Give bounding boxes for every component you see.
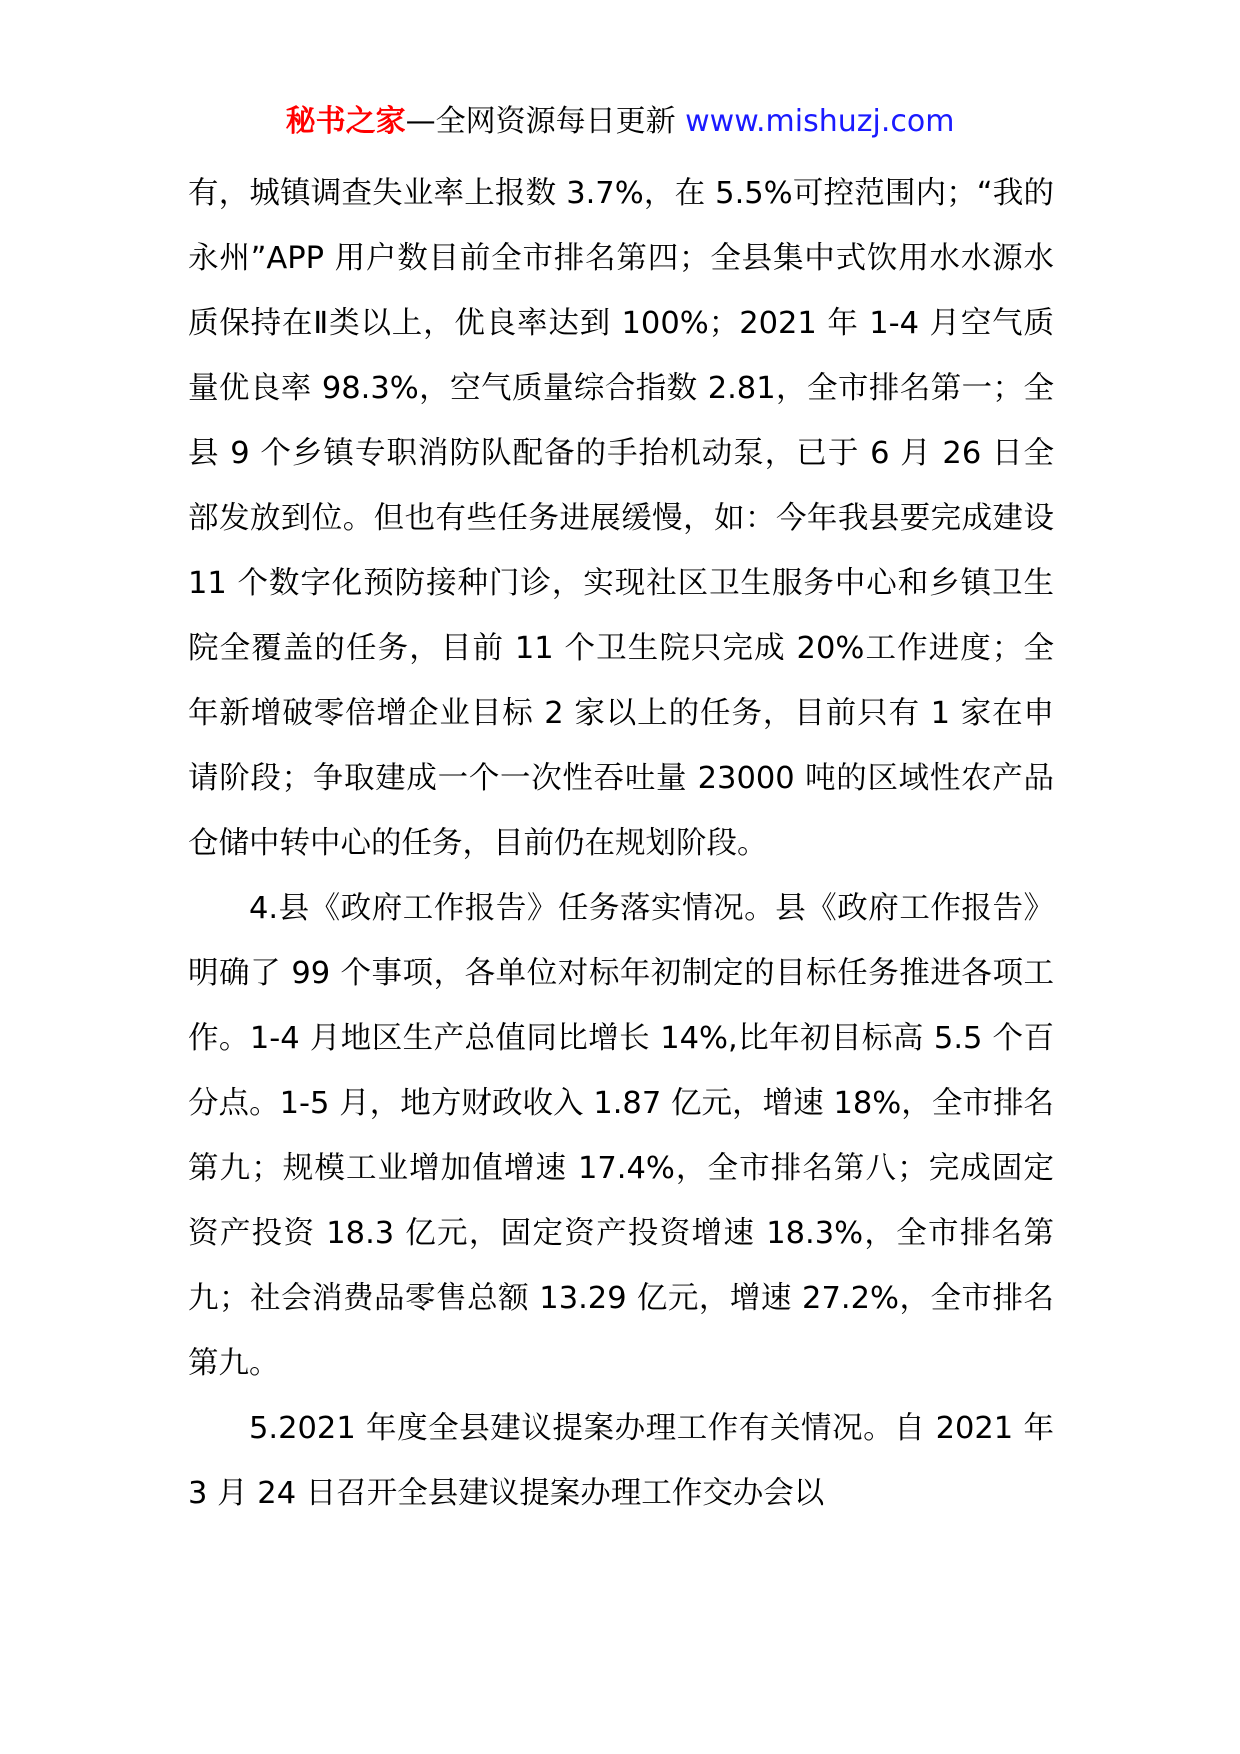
brand-name: 秘书之家	[285, 104, 406, 139]
paragraph-section-4: 4.县《政府工作报告》任务落实情况。县《政府工作报告》明确了 99 个事项，各单位对标年初制定的目标任务推进各项工作。1-4 月地区生产总值同比增长 14%,比年初目标高 5.5 个百分点。1-5 月，地方财政收入 1.87 亿元，增速 18%，全市排名第九；规模工业增加值增速 17.4%，全市排名第八；完成固定资产投资 18.3 亿元，固定资产投资增速 18.3%，全市排名第九；社会消费品零售总额 13.29 亿元，增速 27.2%，全市排名第九。	[188, 891, 1054, 1381]
paragraph-section-5: 5.2021 年度全县建议提案办理工作有关情况。自 2021 年 3 月 24 日召开全县建议提案办理工作交办会以	[188, 1411, 1054, 1511]
paragraph-continuation: 有，城镇调查失业率上报数 3.7%，在 5.5%可控范围内；“我的永州”APP 用户数目前全市排名第四；全县集中式饮用水水源水质保持在Ⅱ类以上，优良率达到 100%；2021 年 1-4 月空气质量优良率 98.3%，空气质量综合指数 2.81，全市排名第一；全县 9 个乡镇专职消防队配备的手抬机动泵，已于 6 月 26 日全部发放到位。但也有些任务进展缓慢，如：今年我县要完成建设 11 个数字化预防接种门诊，实现社区卫生服务中心和乡镇卫生院全覆盖的任务，目前 11 个卫生院只完成 20%工作进度；全年新增破零倍增企业目标 2 家以上的任务，目前只有 1 家在申请阶段；争取建成一个一次性吞吐量 23000 吨的区域性农产品仓储中转中心的任务，目前仍在规划阶段。	[188, 176, 1054, 861]
website-link[interactable]: www.mishuzj.com	[685, 104, 955, 139]
page-header	[0, 100, 1240, 144]
document-body	[188, 161, 1054, 1526]
header-tagline: —全网资源每日更新	[405, 104, 676, 139]
